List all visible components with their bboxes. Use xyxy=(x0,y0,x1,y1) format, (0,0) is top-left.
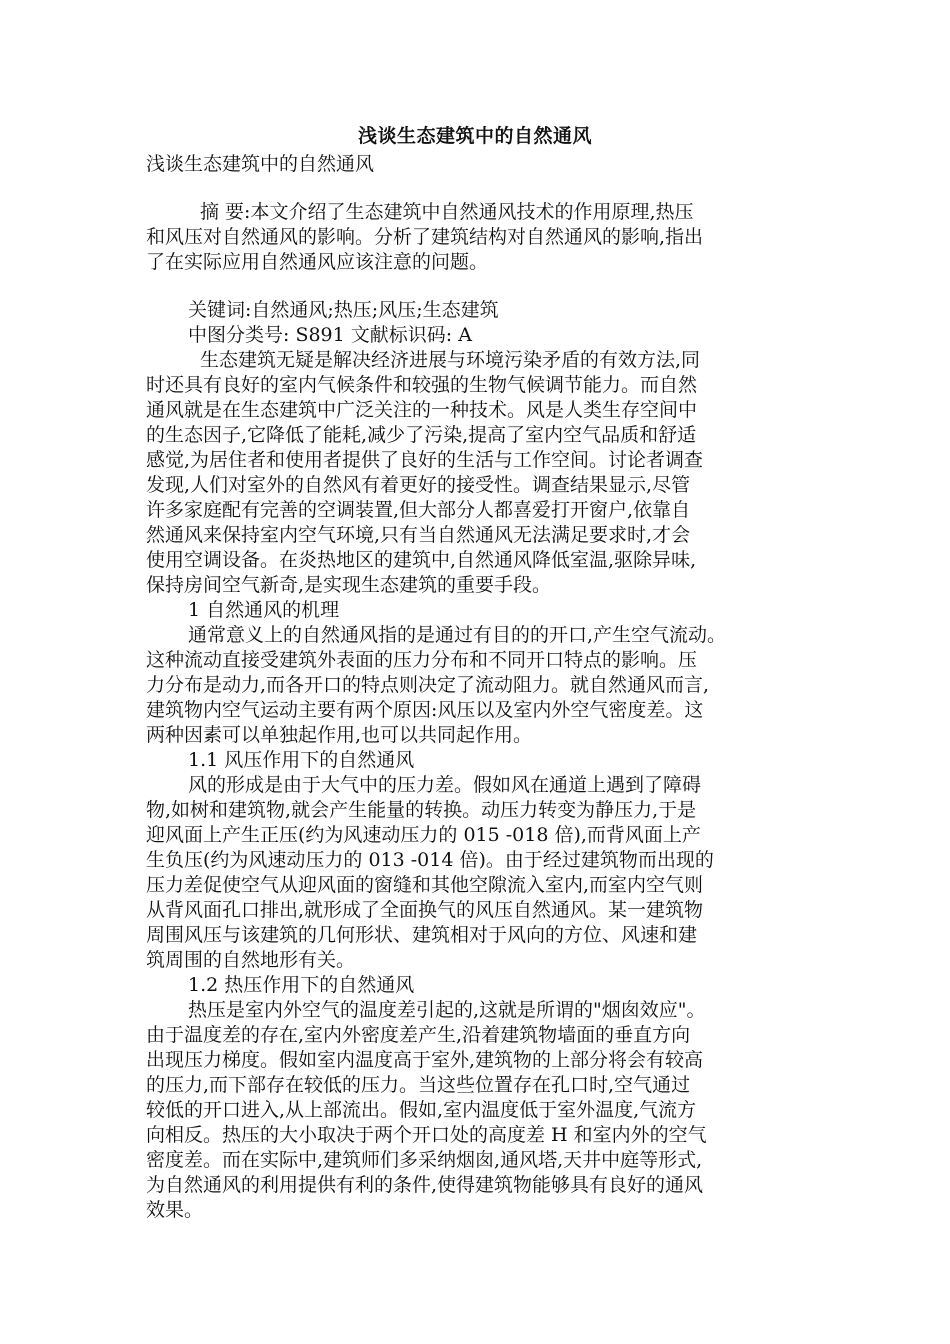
paragraph-line: 的压力,而下部存在较低的压力。当这些位置存在孔口时,空气通过 xyxy=(146,1074,691,1096)
subsection-heading: 1.2 热压作用下的自然通风 xyxy=(188,974,415,996)
paragraph-line: 的生态因子,它降低了能耗,减少了污染,提高了室内空气品质和舒适 xyxy=(146,424,697,446)
document-title: 浅谈生态建筑中的自然通风 xyxy=(357,125,592,147)
keywords-line: 关键词:自然通风;热压;风压;生态建筑 xyxy=(188,299,499,321)
paragraph-line: 周围风压与该建筑的几何形状、建筑相对于风向的方位、风速和建 xyxy=(146,924,698,946)
paragraph-line: 建筑物内空气运动主要有两个原因:风压以及室内外空气密度差。这 xyxy=(146,699,704,721)
abstract-line: 了在实际应用自然通风应该注意的问题。 xyxy=(146,251,489,273)
paragraph-line: 时还具有良好的室内气候条件和较强的生物气候调节能力。而自然 xyxy=(146,374,698,396)
paragraph-line: 生负压(约为风速动压力的 013 -014 倍)。由于经过建筑物而出现的 xyxy=(146,849,714,871)
paragraph-line: 筑周围的自然地形有关。 xyxy=(146,949,356,971)
paragraph-line: 发现,人们对室外的自然风有着更好的接受性。调查结果显示,尽管 xyxy=(146,474,691,496)
paragraph-line: 然通风来保持室内空气环境,只有当自然通风无法满足要求时,才会 xyxy=(146,524,691,546)
paragraph-line: 感觉,为居住者和使用者提供了良好的生活与工作空间。讨论者调查 xyxy=(146,449,704,471)
paragraph-line: 向相反。热压的大小取决于两个开口处的高度差 H 和室内外的空气 xyxy=(146,1124,707,1146)
paragraph-line: 物,如树和建筑物,就会产生能量的转换。动压力转变为静压力,于是 xyxy=(146,799,697,821)
paragraph-line: 风的形成是由于大气中的压力差。假如风在通道上遇到了障碍 xyxy=(188,774,702,796)
paragraph-line: 由于温度差的存在,室内外密度差产生,沿着建筑物墙面的垂直方向 xyxy=(146,1024,691,1046)
paragraph-line: 保持房间空气新奇,是实现生态建筑的重要手段。 xyxy=(146,574,552,596)
paragraph-line: 为自然通风的利用提供有利的条件,使得建筑物能够具有良好的通风 xyxy=(146,1174,704,1196)
classification-line: 中图分类号: S891 文献标识码: A xyxy=(188,324,472,346)
paragraph-line: 密度差。而在实际中,建筑师们多采纳烟囱,通风塔,天井中庭等形式, xyxy=(146,1149,703,1171)
paragraph-line: 通风就是在生态建筑中广泛关注的一种技术。风是人类生存空间中 xyxy=(146,399,698,421)
paragraph-line: 压力差促使空气从迎风面的窗缝和其他空隙流入室内,而室内空气则 xyxy=(146,874,704,896)
paragraph-line: 从背风面孔口排出,就形成了全面换气的风压自然通风。某一建筑物 xyxy=(146,899,704,921)
paragraph-line: 通常意义上的自然通风指的是通过有目的的开口,产生空气流动。 xyxy=(188,624,727,646)
paragraph-line: 热压是室内外空气的温度差引起的,这就是所谓的"烟囱效应"。 xyxy=(188,999,706,1021)
paragraph-line: 力分布是动力,而各开口的特点则决定了流动阻力。就自然通风而言, xyxy=(146,674,710,696)
paragraph-line: 生态建筑无疑是解决经济进展与环境污染矛盾的有效方法,同 xyxy=(200,349,701,371)
paragraph-line: 使用空调设备。在炎热地区的建筑中,自然通风降低室温,驱除异味, xyxy=(146,549,697,571)
paragraph-line: 这种流动直接受建筑外表面的压力分布和不同开口特点的影响。压 xyxy=(146,649,698,671)
paragraph-line: 较低的开口进入,从上部流出。假如,室内温度低于室外温度,气流方 xyxy=(146,1099,697,1121)
section-heading: 1 自然通风的机理 xyxy=(188,599,340,621)
paragraph-line: 两种因素可以单独起作用,也可以共同起作用。 xyxy=(146,724,533,746)
paragraph-line: 迎风面上产生正压(约为风速动压力的 015 -018 倍),而背风面上产 xyxy=(146,824,701,846)
abstract-line: 摘 要:本文介绍了生态建筑中自然通风技术的作用原理,热压 xyxy=(200,201,694,223)
paragraph-line: 许多家庭配有完善的空调装置,但大部分人都喜爱打开窗户,依靠自 xyxy=(146,499,691,521)
paragraph-line: 出现压力梯度。假如室内温度高于室外,建筑物的上部分将会有较高 xyxy=(146,1049,704,1071)
subsection-heading: 1.1 风压作用下的自然通风 xyxy=(188,749,415,771)
document-subtitle: 浅谈生态建筑中的自然通风 xyxy=(146,153,375,175)
paragraph-line: 效果。 xyxy=(146,1199,204,1221)
abstract-line: 和风压对自然通风的影响。分析了建筑结构对自然通风的影响,指出 xyxy=(146,226,704,248)
